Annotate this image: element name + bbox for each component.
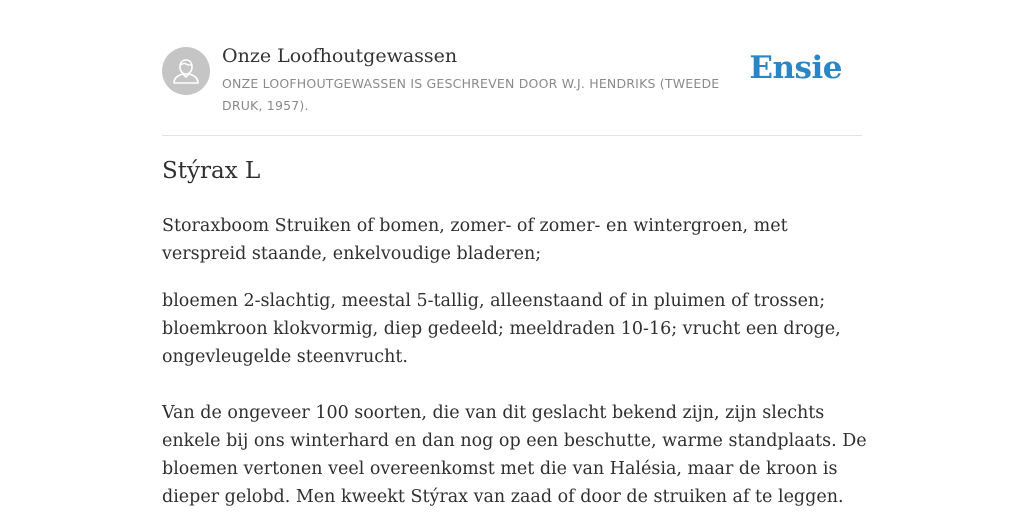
user-silhouette-icon	[162, 47, 210, 95]
entry-title: Stýrax L	[162, 158, 261, 184]
source-title[interactable]: Onze Loofhoutgewassen	[222, 45, 458, 67]
ensie-logo[interactable]: Ensie	[749, 50, 842, 86]
source-description: ONZE LOOFHOUTGEWASSEN IS GESCHREVEN DOOR W.J. HENDRIKS (TWEEDE DRUK, 1957).	[222, 76, 720, 113]
avatar	[162, 47, 210, 95]
entry-paragraph: Storaxboom Struiken of bomen, zomer- of zomer- en wintergroen, met verspreid staande, enkelvoudige bladeren;	[162, 216, 788, 264]
source-header	[162, 0, 862, 136]
page-container	[162, 0, 867, 507]
entry-paragraph: Van de ongeveer 100 soorten, die van dit geslacht bekend zijn, zijn slechts enkele bij ons winterhard en dan nog op een beschutte, warme standplaats. De bloemen vertonen veel overeenkomst met die van Halésia, maar de kroon is dieper gelobd. Men kweekt Stýrax van zaad of door de struiken af te leggen.	[162, 403, 867, 507]
entry-paragraph: bloemen 2-slachtig, meestal 5-tallig, alleenstaand of in pluimen of trossen; bloemkroon klokvormig, diep gedeeld; meeldraden 10-16; vrucht een droge, ongevleugelde steenvrucht.	[162, 291, 841, 367]
